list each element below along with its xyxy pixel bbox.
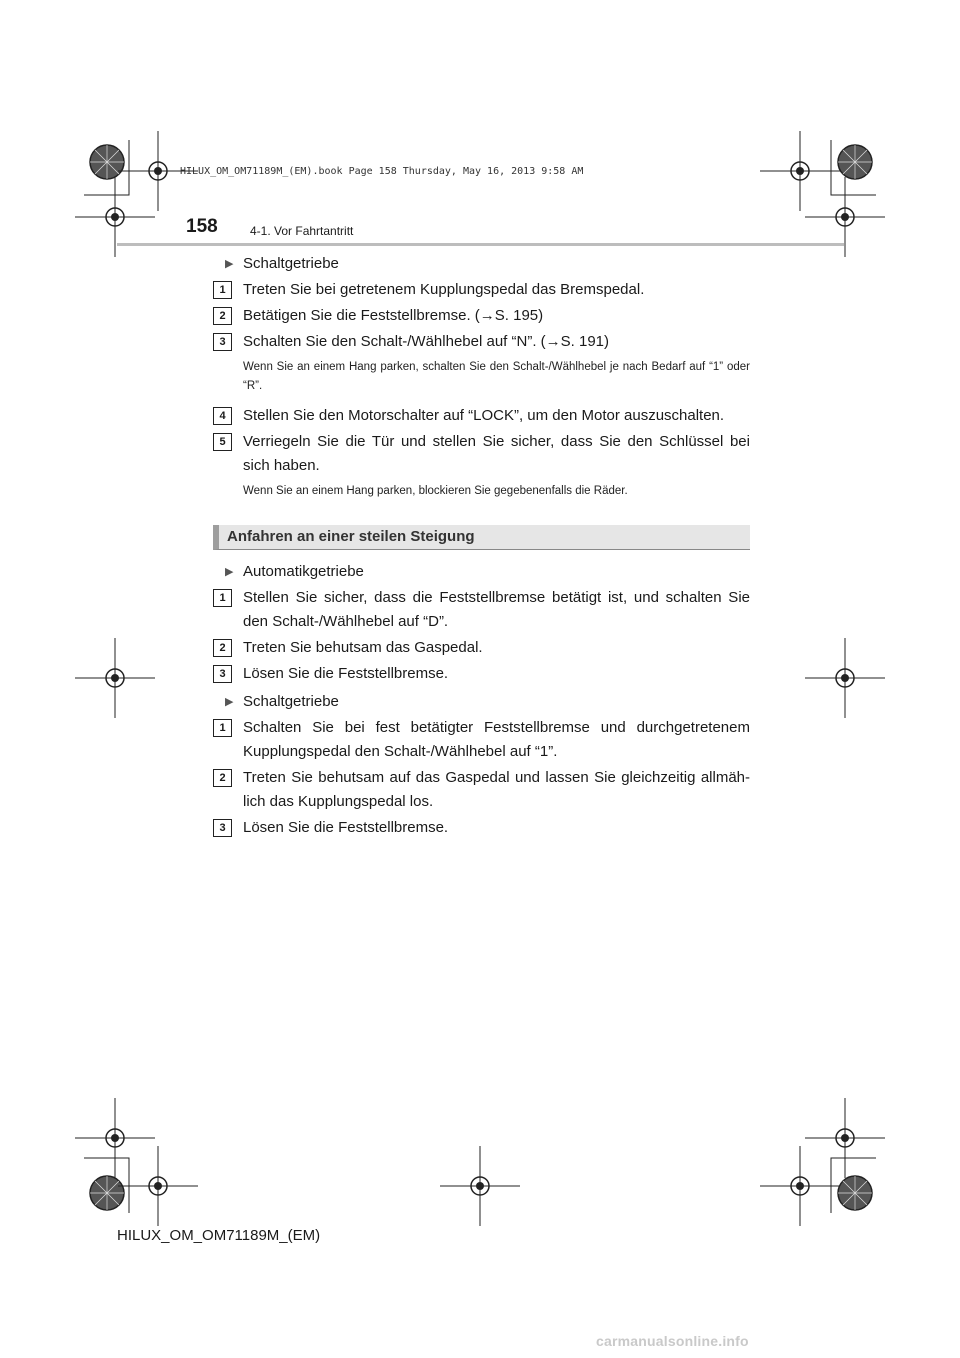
manual-transmission-title: ▶ Schaltgetriebe <box>213 690 750 714</box>
step-number: 2 <box>213 769 232 787</box>
note-text: Wenn Sie an einem Hang parken, schalten Sie den Schalt-/Wählhebel je nach Bedarf auf “1” oder “R”. <box>243 361 750 392</box>
step-item <box>213 636 750 660</box>
step-number: 3 <box>213 665 232 683</box>
step-item <box>213 766 750 814</box>
page-content <box>213 252 750 842</box>
step-item <box>213 662 750 686</box>
triangle-bullet-icon: ▶ <box>225 258 234 270</box>
step-text: Stellen Sie den Motorschalter auf “LOCK”, um den Motor auszuschalten. <box>243 407 725 424</box>
step-number: 5 <box>213 433 232 451</box>
step-text: Treten Sie behutsam das Gaspedal. <box>243 639 483 656</box>
step-number: 1 <box>213 281 232 299</box>
page-number: 158 <box>186 216 218 237</box>
book-file-info: HILUX_OM_OM71189M_(EM).book Page 158 Thursday, May 16, 2013 9:58 AM <box>180 166 584 177</box>
step-item <box>213 716 750 764</box>
step-item <box>213 278 750 302</box>
step-item <box>213 304 750 328</box>
step-text: Betätigen Sie die Feststellbremse. (→S. 195) <box>243 307 544 324</box>
step-number: 1 <box>213 589 232 607</box>
step-text: Treten Sie behutsam auf das Gaspedal und lassen Sie gleichzeitig allmäh-lich das Kupplungspedal los. <box>243 769 750 810</box>
step-number: 2 <box>213 307 232 325</box>
section-header: 4-1. Vor Fahrtantritt <box>250 224 354 238</box>
step-number: 1 <box>213 719 232 737</box>
step-item <box>213 586 750 634</box>
step-number: 4 <box>213 407 232 425</box>
step-text: Lösen Sie die Feststellbremse. <box>243 665 449 682</box>
step-text: Schalten Sie bei fest betätigter Feststellbremse und durchgetretenem Kupplungspedal den Schalt-/Wählhebel auf “1”. <box>243 719 750 760</box>
step-text: Verriegeln Sie die Tür und stellen Sie sicher, dass Sie den Schlüssel bei sich haben. <box>243 433 750 474</box>
step-item <box>213 816 750 840</box>
header-divider <box>117 243 844 246</box>
note-text: Wenn Sie an einem Hang parken, blockieren Sie gegebenenfalls die Räder. <box>243 485 628 497</box>
section-heading <box>213 525 750 550</box>
step-item <box>213 330 750 354</box>
footer-manual-code: HILUX_OM_OM71189M_(EM) <box>117 1227 321 1244</box>
step-item <box>213 430 750 478</box>
step-item <box>213 404 750 428</box>
step-number: 2 <box>213 639 232 657</box>
triangle-bullet-icon: ▶ <box>225 696 234 708</box>
step-number: 3 <box>213 333 232 351</box>
step-text: Schalten Sie den Schalt-/Wählhebel auf “N”. (→S. 191) <box>243 333 610 350</box>
step-text: Lösen Sie die Feststellbremse. <box>243 819 449 836</box>
step-text: Treten Sie bei getretenem Kupplungspedal das Bremspedal. <box>243 281 645 298</box>
triangle-bullet-icon: ▶ <box>225 566 234 578</box>
watermark-link[interactable]: carmanualsonline.info <box>596 1333 749 1349</box>
section-heading-text: Anfahren an einer steilen Steigung <box>227 528 475 545</box>
automatic-transmission-title: ▶ Automatikgetriebe <box>213 560 750 584</box>
manual-transmission-title: ▶ Schaltgetriebe <box>213 252 750 276</box>
step-number: 3 <box>213 819 232 837</box>
step-text: Stellen Sie sicher, dass die Feststellbremse betätigt ist, und schalten Sie den Schalt-/Wählhebel auf “D”. <box>243 589 750 630</box>
